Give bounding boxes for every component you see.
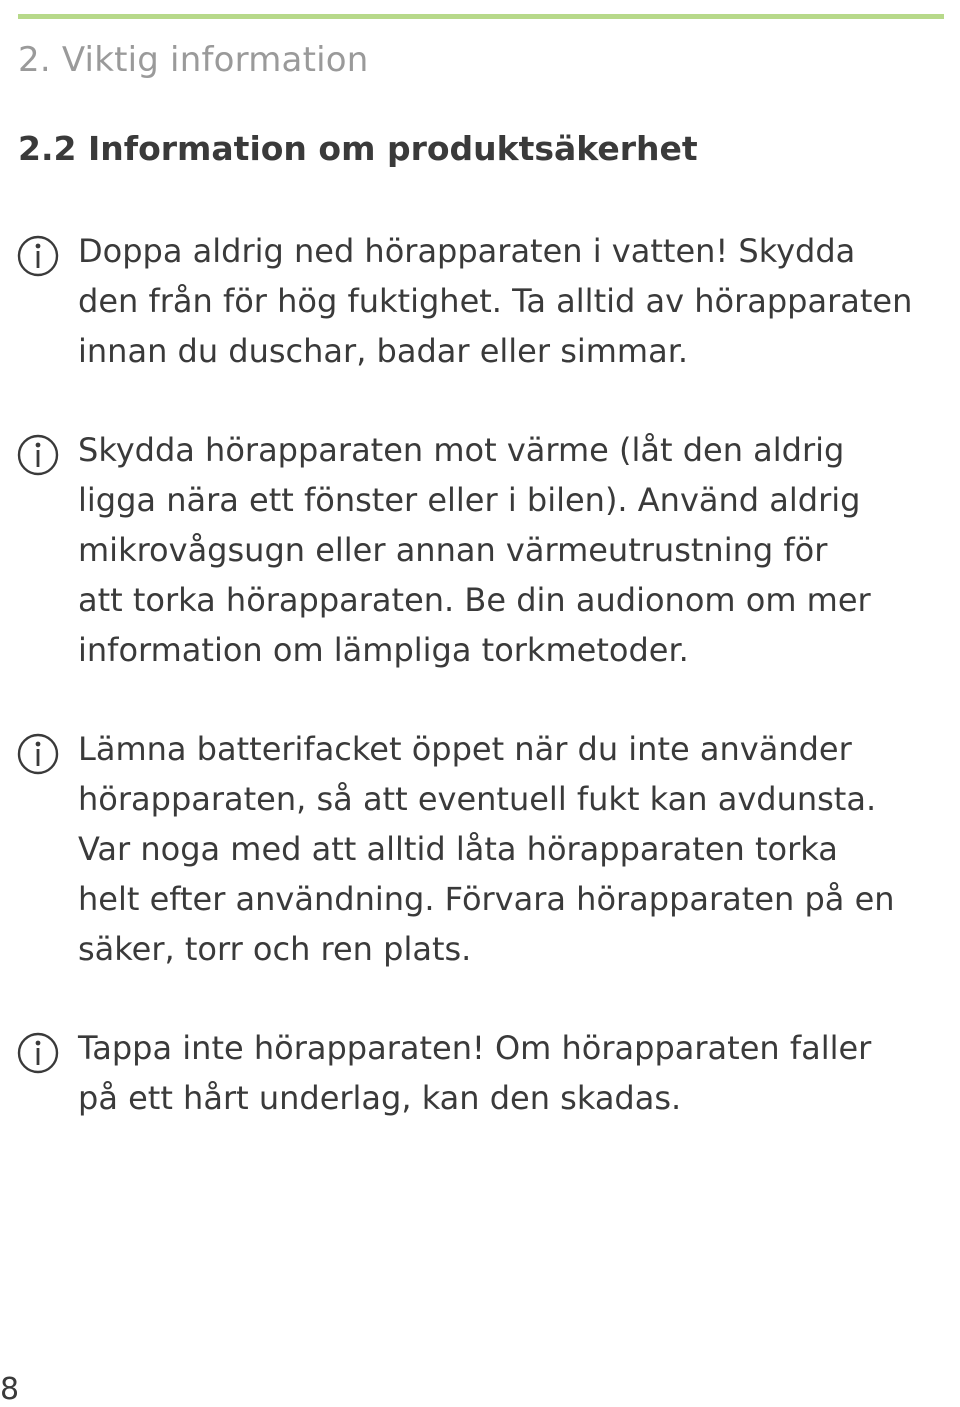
info-item: [0, 724, 960, 974]
section-heading: 2.2 Information om produktsäkerhet: [18, 129, 698, 168]
info-text: Tappa inte hörapparaten! Om hörapparaten faller på ett hårt underlag, kan den skadas.: [78, 1029, 872, 1117]
info-item: [0, 425, 960, 675]
info-item: [0, 1023, 960, 1123]
info-icon: [16, 234, 60, 278]
chapter-heading: 2. Viktig information: [18, 40, 369, 80]
info-icon: [16, 732, 60, 776]
info-item: [0, 226, 960, 376]
info-list: [0, 226, 960, 1172]
info-icon: [16, 1031, 60, 1075]
info-text: Lämna batterifacket öppet när du inte använder hörapparaten, så att eventuell fukt kan avdunsta. Var noga med att alltid låta hörapparaten torka helt efter användning. Förvara hörapparaten på en säker, torr och ren plats.: [78, 730, 895, 968]
info-text: Skydda hörapparaten mot värme (låt den aldrig ligga nära ett fönster eller i bilen). Använd aldrig mikrovågsugn eller annan värmeutrustning för att torka hörapparaten. Be din audionom om mer information om lämpliga torkmetoder.: [78, 431, 871, 669]
page-number: 8: [0, 1372, 20, 1407]
info-icon: [16, 433, 60, 477]
info-text: Doppa aldrig ned hörapparaten i vatten! Skydda den från för hög fuktighet. Ta alltid av hörapparaten innan du duschar, badar eller simmar.: [78, 232, 913, 370]
top-rule: [18, 14, 944, 19]
